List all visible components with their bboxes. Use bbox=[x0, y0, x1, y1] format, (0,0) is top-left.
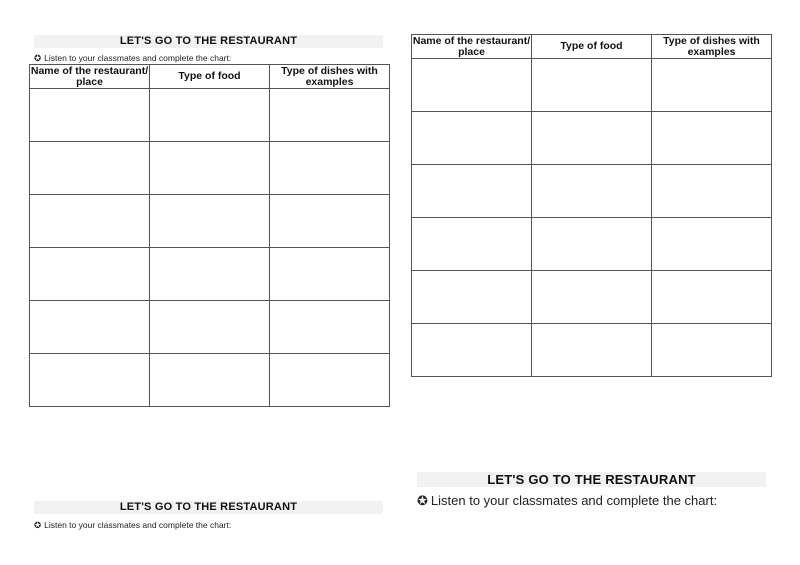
instruction-bottom-left: ✪ Listen to your classmates and complete the chart: bbox=[34, 520, 232, 530]
table-cell[interactable] bbox=[412, 165, 532, 218]
table-cell[interactable] bbox=[652, 59, 772, 112]
worksheet-title-top-left: LET'S GO TO THE RESTAURANT bbox=[34, 35, 383, 48]
table-cell[interactable] bbox=[150, 248, 270, 301]
table-cell[interactable] bbox=[532, 112, 652, 165]
table-cell[interactable] bbox=[150, 195, 270, 248]
table-cell[interactable] bbox=[652, 112, 772, 165]
table-cell[interactable] bbox=[412, 59, 532, 112]
table-cell[interactable] bbox=[652, 271, 772, 324]
table-cell[interactable] bbox=[270, 248, 390, 301]
table-cell[interactable] bbox=[532, 59, 652, 112]
column-header-name: Name of the restaurant/ place bbox=[30, 64, 149, 88]
table-cell[interactable] bbox=[270, 89, 390, 142]
table-cell[interactable] bbox=[150, 142, 270, 195]
instruction-bottom-right: ✪ Listen to your classmates and complete the chart: bbox=[417, 493, 718, 508]
restaurant-chart-left bbox=[29, 64, 390, 407]
table-cell[interactable] bbox=[150, 89, 270, 142]
instruction-top-left: ✪ Listen to your classmates and complete the chart: bbox=[34, 53, 232, 63]
restaurant-chart-right bbox=[411, 34, 772, 377]
column-header-dishes: Type of dishes with examples bbox=[652, 35, 772, 59]
table-cell[interactable] bbox=[30, 195, 150, 248]
column-header-food: Type of food bbox=[532, 35, 652, 59]
table-cell[interactable] bbox=[412, 271, 532, 324]
table-cell[interactable] bbox=[652, 324, 772, 377]
table-cell[interactable] bbox=[532, 165, 652, 218]
table-cell[interactable] bbox=[412, 218, 532, 271]
column-header-dishes: Type of dishes with examples bbox=[270, 65, 390, 89]
table-cell[interactable] bbox=[532, 324, 652, 377]
table-cell[interactable] bbox=[412, 112, 532, 165]
table-cell[interactable] bbox=[30, 354, 150, 407]
table-cell[interactable] bbox=[270, 142, 390, 195]
table-cell[interactable] bbox=[30, 89, 150, 142]
table-cell[interactable] bbox=[412, 324, 532, 377]
worksheet-title-bottom-right: LET'S GO TO THE RESTAURANT bbox=[417, 472, 766, 487]
bullet-icon: ✪ bbox=[34, 53, 42, 63]
table-cell[interactable] bbox=[30, 248, 150, 301]
table-cell[interactable] bbox=[532, 218, 652, 271]
table-cell[interactable] bbox=[30, 301, 150, 354]
worksheet-title-bottom-left: LET'S GO TO THE RESTAURANT bbox=[34, 501, 383, 514]
table-cell[interactable] bbox=[532, 271, 652, 324]
table-cell[interactable] bbox=[652, 165, 772, 218]
column-header-name: Name of the restaurant/ place bbox=[412, 34, 531, 58]
table-cell[interactable] bbox=[30, 142, 150, 195]
table-cell[interactable] bbox=[270, 301, 390, 354]
bullet-icon: ✪ bbox=[34, 520, 42, 530]
table-cell[interactable] bbox=[150, 354, 270, 407]
bullet-icon: ✪ bbox=[417, 493, 428, 508]
table-cell[interactable] bbox=[270, 354, 390, 407]
table-cell[interactable] bbox=[150, 301, 270, 354]
column-header-food: Type of food bbox=[150, 65, 270, 89]
table-cell[interactable] bbox=[270, 195, 390, 248]
table-cell[interactable] bbox=[652, 218, 772, 271]
